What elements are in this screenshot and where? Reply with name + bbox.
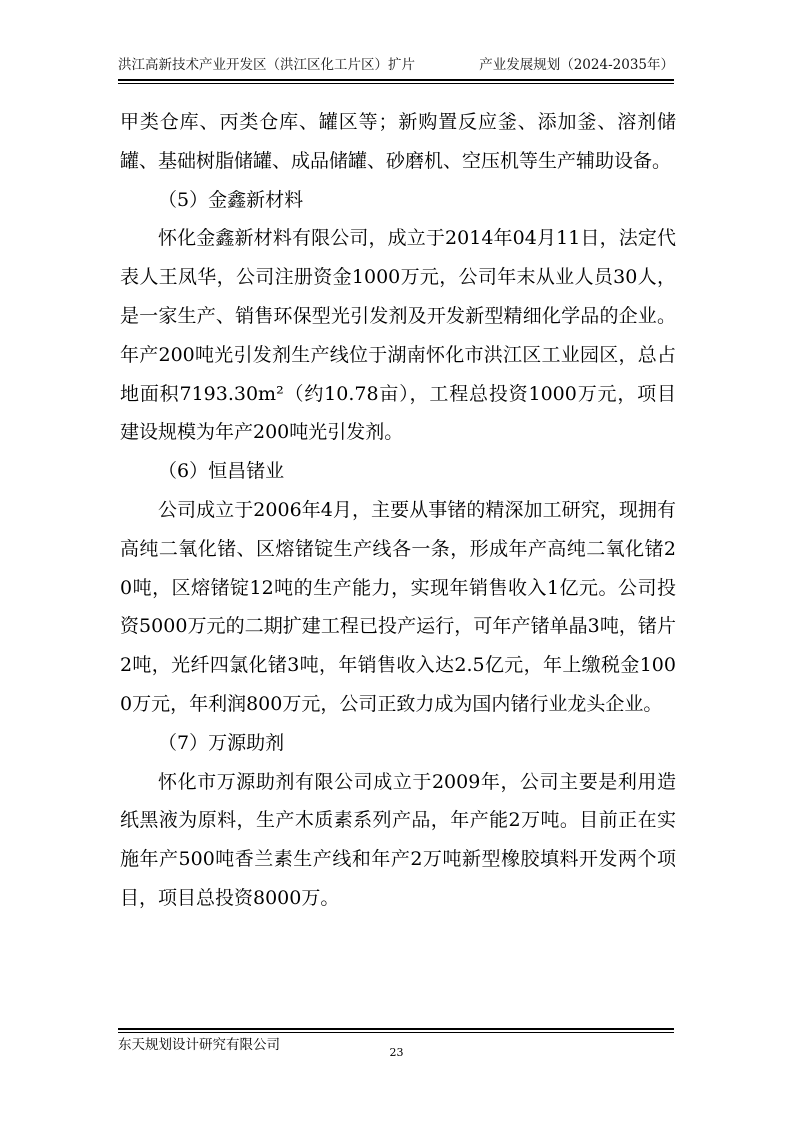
section-heading-wanyuan: （7）万源助剂 xyxy=(158,731,285,754)
footer-rule-thin xyxy=(118,1032,674,1033)
page-header xyxy=(118,55,674,75)
section-heading-jinxin: （5）金鑫新材料 xyxy=(158,188,304,211)
header-rule xyxy=(118,79,674,81)
continuation-paragraph: 甲类仓库、丙类仓库、罐区等；新购置反应釜、添加釜、溶剂储罐、基础树脂储罐、成品储罐、砂磨机、空压机等生产辅助设备。 xyxy=(120,111,676,172)
page-body xyxy=(120,103,676,918)
footer-rule xyxy=(118,1028,674,1030)
section-paragraph-wanyuan: 怀化市万源助剂有限公司成立于2009年，公司主要是利用造纸黑液为原料，生产木质素系列产品，年产能2万吨。目前正在实施年产500吨香兰素生产线和年产2万吨新型橡胶填料开发两个项目，项目总投资8000万。 xyxy=(120,770,676,909)
footer-company-name: 东天规划设计研究有限公司 xyxy=(118,1037,280,1053)
section-heading-hengchang: （6）恒昌锗业 xyxy=(158,460,285,483)
header-rule-thin xyxy=(118,83,674,84)
header-plan-period: 产业发展规划（2024-2035年） xyxy=(479,57,674,73)
section-paragraph-jinxin: 怀化金鑫新材料有限公司，成立于2014年04月11日，法定代表人王凤华，公司注册资金1000万元，公司年末从业人员30人，是一家生产、销售环保型光引发剂及开发新型精细化学品的企业。年产200吨光引发剂生产线位于湖南怀化市洪江区工业园区，总占地面积7193.30m²（约10.78亩），工程总投资1000万元，项目建设规模为年产200吨光引发剂。 xyxy=(120,227,676,444)
page-number: 23 xyxy=(389,1046,404,1059)
section-paragraph-hengchang: 公司成立于2006年4月，主要从事锗的精深加工研究，现拥有高纯二氧化锗、区熔锗锭生产线各一条，形成年产高纯二氧化锗20吨，区熔锗锭12吨的生产能力，实现年销售收入1亿元。公司投资5000万元的二期扩建工程已投产运行，可年产锗单晶3吨，锗片2吨，光纤四氯化锗3吨，年销售收入达2.5亿元，年上缴税金1000万元，年利润800万元，公司正致力成为国内锗行业龙头企业。 xyxy=(120,498,676,715)
header-document-title: 洪江高新技术产业开发区（洪江区化工片区）扩片 xyxy=(118,57,415,73)
